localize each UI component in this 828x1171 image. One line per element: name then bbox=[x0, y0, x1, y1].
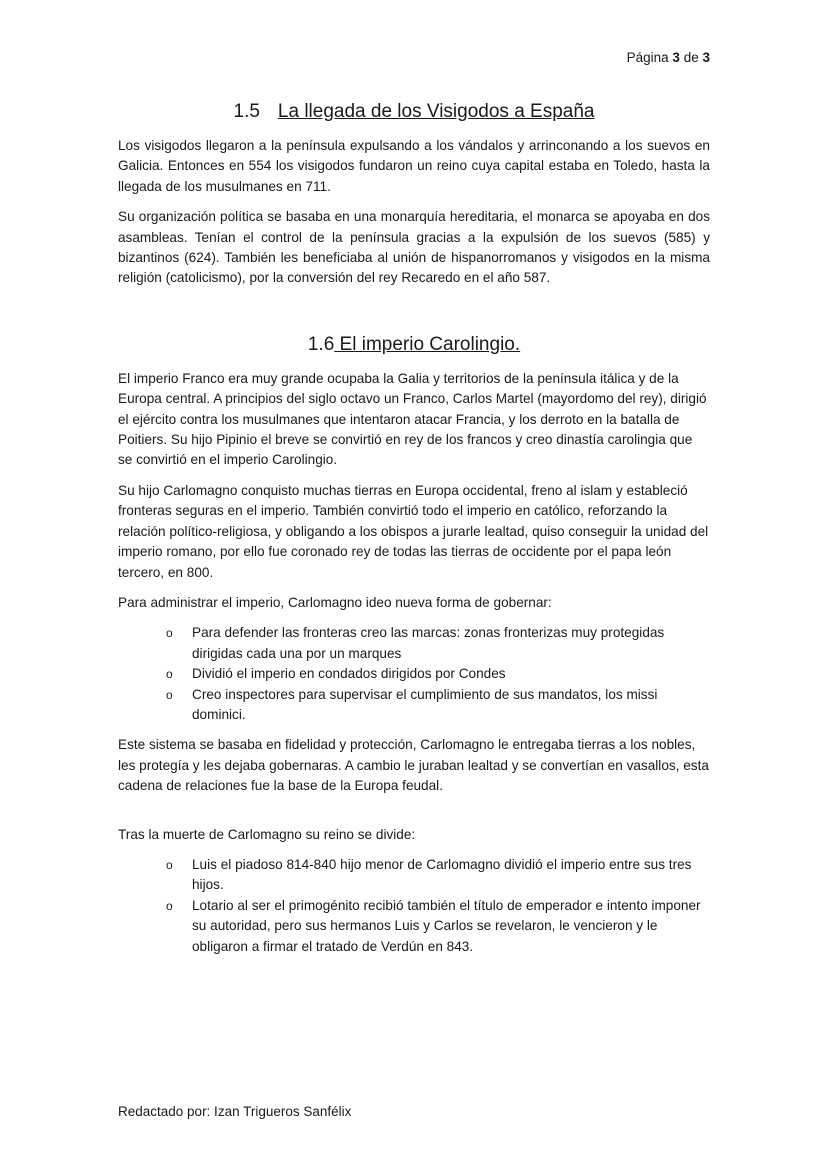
page-number bbox=[627, 50, 710, 65]
circle-bullet-icon: o bbox=[166, 667, 173, 682]
section-number: 1.5 bbox=[233, 101, 260, 122]
paragraph: El imperio Franco era muy grande ocupaba la Galia y territorios de la península itálica y de la Europa central. A principios del siglo octavo un Franco, Carlos Martel (mayordomo del rey), dirigió el ejército contra los musulmanes que intentaron atacar Francia, y los derroto en la batalla de Poitiers. Su hijo Pipinio el breve se convirtió en rey de los francos y creo dinastía carolingia que se convirtió en el imperio Carolingio. bbox=[118, 370, 707, 468]
document-body bbox=[118, 98, 710, 967]
list-item bbox=[166, 855, 710, 896]
list-item bbox=[166, 896, 710, 957]
circle-bullet-icon: o bbox=[166, 626, 173, 641]
section-title: La llegada de los Visigodos a España bbox=[277, 101, 595, 122]
paragraph: Los visigodos llegaron a la península expulsando a los vándalos y arrinconando a los suevos en Galicia. Entonces en 554 los visigodos fundaron un reino cuya capital estaba en Toledo, hasta la llegada de los musulmanes en 711. bbox=[118, 138, 710, 194]
list-item-text: Para defender las fronteras creo las marcas: zonas fronterizas muy protegidas dirigidas cada una por un marques bbox=[192, 625, 665, 661]
list-item-text: Lotario al ser el primogénito recibió también el título de emperador e intento imponer su autoridad, pero sus hermanos Luis y Carlos se revelaron, le vencieron y le obligaron a firmar el tratado de Verdún en 843. bbox=[192, 897, 701, 954]
section-number: 1.6 bbox=[307, 333, 335, 355]
total-pages: 3 bbox=[702, 50, 710, 65]
circle-bullet-icon: o bbox=[166, 857, 173, 872]
paragraph: Tras la muerte de Carlomagno su reino se divide: bbox=[118, 826, 416, 842]
circle-bullet-icon: o bbox=[166, 687, 173, 702]
list-item bbox=[166, 685, 710, 726]
paragraph: Su organización política se basaba en una monarquía hereditaria, el monarca se apoyaba en dos asambleas. Tenían el control de la península gracias a la expulsión de los suevos (585) y bizantinos (624). También les beneficiaba al unión de hispanorromanos y visigodos en la misma religión (catolicismo), por la conversión del rey Recaredo en el año 587. bbox=[118, 209, 710, 286]
section-title: El imperio Carolingio. bbox=[334, 333, 521, 355]
list-item bbox=[166, 664, 710, 684]
current-page: 3 bbox=[672, 50, 680, 65]
footer-author: Redactado por: Izan Trigueros Sanfélix bbox=[118, 1104, 352, 1119]
section-heading-visigodos bbox=[118, 98, 710, 126]
list-item-text: Luis el piadoso 814-840 hijo menor de Carlomagno dividió el imperio entre sus tres hijos. bbox=[192, 856, 692, 893]
bullet-list-administration bbox=[118, 623, 710, 725]
list-item-text: Creo inspectores para supervisar el cumplimiento de sus mandatos, los missi dominici. bbox=[192, 686, 658, 722]
list-item bbox=[166, 623, 710, 664]
list-item-text: Dividió el imperio en condados dirigidos por Condes bbox=[192, 666, 506, 682]
of-label: de bbox=[683, 50, 699, 65]
paragraph: Para administrar el imperio, Carlomagno ideo nueva forma de gobernar: bbox=[118, 594, 552, 610]
circle-bullet-icon: o bbox=[166, 898, 173, 913]
section-heading-carolingio bbox=[118, 331, 710, 359]
page-label: Página bbox=[626, 50, 669, 65]
paragraph: Este sistema se basaba en fidelidad y protección, Carlomagno le entregaba tierras a los nobles, les protegía y les dejaba gobernaras. A cambio le juraban lealtad y se convertían en vasallos, esta cadena de relaciones fue la base de la Europa feudal. bbox=[118, 737, 709, 794]
paragraph: Su hijo Carlomagno conquisto muchas tierras en Europa occidental, freno al islam y estableció fronteras seguras en el imperio. También convirtió todo el imperio en católico, reforzando la relación político-religiosa, y obligando a los obispos a jurarle lealtad, quiso conseguir la unidad del imperio romano, por ello fue coronado rey de todas las tierras de occidente por el papa león tercero, en 800. bbox=[118, 482, 709, 580]
spacer bbox=[118, 807, 710, 825]
bullet-list-division bbox=[118, 855, 710, 957]
